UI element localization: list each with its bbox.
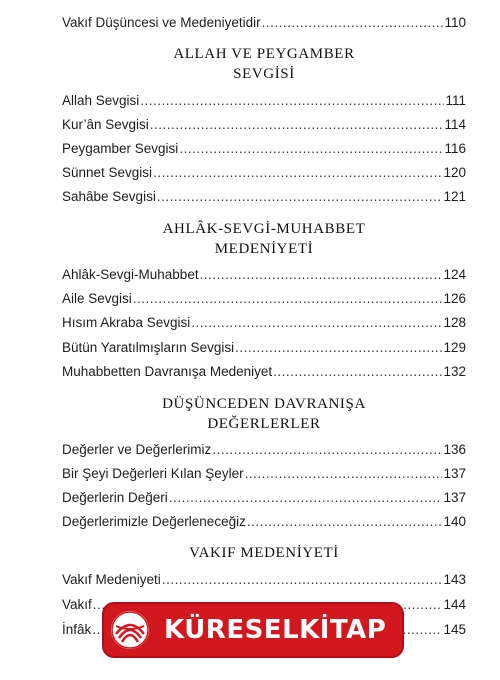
toc-entry-title: Peygamber Sevgisi bbox=[62, 141, 179, 156]
toc-entry-title: Vakıf bbox=[62, 597, 92, 612]
toc-entry bbox=[62, 362, 466, 380]
toc-entry-page: 145 bbox=[443, 622, 466, 637]
section-heading-line: ALLAH VE PEYGAMBER bbox=[173, 46, 355, 62]
toc-entry-page: 136 bbox=[443, 442, 466, 457]
toc-entry-title: Kur’ân Sevgisi bbox=[62, 117, 149, 132]
dot-leader bbox=[262, 15, 444, 31]
toc-entry-page: 114 bbox=[444, 117, 466, 132]
section-heading-line: DÜŞÜNCEDEN DAVRANIŞA bbox=[162, 396, 366, 412]
toc-entry-title: Vakıf Medeniyeti bbox=[62, 572, 161, 587]
dot-leader bbox=[153, 165, 442, 181]
toc-entry-page: 137 bbox=[443, 490, 466, 505]
toc-entry bbox=[62, 163, 466, 181]
globe-logo-icon bbox=[110, 610, 150, 650]
toc-entry-page: 129 bbox=[443, 340, 466, 355]
section-heading bbox=[62, 394, 466, 434]
dot-leader bbox=[191, 315, 442, 331]
toc-entry-page: 116 bbox=[444, 141, 466, 156]
dot-leader bbox=[247, 514, 443, 530]
toc-entry bbox=[62, 265, 466, 283]
toc-entry-page: 120 bbox=[443, 165, 466, 180]
toc-entry-page: 144 bbox=[443, 597, 466, 612]
toc-entry bbox=[62, 338, 466, 356]
dot-leader bbox=[169, 490, 443, 506]
toc-entry-page: 126 bbox=[443, 291, 466, 306]
toc-entry-title: Değerlerin Değeri bbox=[62, 490, 168, 505]
brand-watermark-badge bbox=[104, 604, 402, 656]
section-heading bbox=[62, 44, 466, 84]
section-heading-line: DEĞERLERLER bbox=[207, 416, 321, 432]
dot-leader bbox=[200, 267, 443, 283]
toc-entry bbox=[62, 187, 466, 205]
toc-entry-page: 121 bbox=[443, 189, 466, 204]
section-heading bbox=[62, 219, 466, 259]
toc-entry bbox=[62, 13, 466, 31]
dot-leader bbox=[133, 291, 443, 307]
dot-leader bbox=[150, 117, 444, 133]
toc-entry-page: 140 bbox=[443, 514, 466, 529]
toc-entry bbox=[62, 570, 466, 588]
toc-entry-title: Aile Sevgisi bbox=[62, 291, 132, 306]
toc-entry-title: Ahlâk-Sevgi-Muhabbet bbox=[62, 267, 199, 282]
toc-entry-title: Değerler ve Değerlerimiz bbox=[62, 442, 212, 457]
toc-entry-title: Allah Sevgisi bbox=[62, 93, 140, 108]
section-heading bbox=[62, 543, 466, 563]
toc-entry-title: İnfâk bbox=[62, 622, 92, 637]
toc-entry-page: 124 bbox=[443, 267, 466, 282]
brand-name: KÜRESELKİTAP bbox=[164, 615, 387, 645]
toc-entry-title: Muhabbetten Davranışa Medeniyet bbox=[62, 364, 273, 379]
dot-leader bbox=[245, 466, 443, 482]
toc-entry-title: Hısım Akraba Sevgisi bbox=[62, 315, 191, 330]
toc-entry-title: Vakıf Düşüncesi ve Medeniyetidir bbox=[62, 15, 261, 30]
section-heading-line: VAKIF MEDENİYETİ bbox=[189, 545, 339, 561]
section-heading-line: SEVGİSİ bbox=[233, 66, 295, 82]
toc-entry-title: Bütün Yaratılmışların Sevgisi bbox=[62, 340, 235, 355]
dot-leader bbox=[140, 93, 444, 109]
toc-entry-title: Bir Şeyi Değerleri Kılan Şeyler bbox=[62, 466, 244, 481]
toc-entry bbox=[62, 440, 466, 458]
toc-entry bbox=[62, 488, 466, 506]
dot-leader bbox=[162, 572, 443, 588]
toc-entry-page: 110 bbox=[444, 15, 466, 30]
dot-leader bbox=[212, 442, 442, 458]
dot-leader bbox=[157, 189, 443, 205]
toc-entry-page: 132 bbox=[443, 364, 466, 379]
toc-entry bbox=[62, 464, 466, 482]
toc-entry-page: 128 bbox=[443, 315, 466, 330]
toc-entry-page: 143 bbox=[443, 572, 466, 587]
toc-entry bbox=[62, 289, 466, 307]
dot-leader bbox=[273, 364, 442, 380]
toc-entry-title: Sahâbe Sevgisi bbox=[62, 189, 156, 204]
section-heading-line: AHLÂK-SEVGİ-MUHABBET bbox=[162, 221, 366, 237]
toc-entry bbox=[62, 91, 466, 109]
dot-leader bbox=[179, 141, 443, 157]
toc-entry bbox=[62, 115, 466, 133]
toc-entry-page: 137 bbox=[443, 466, 466, 481]
section-heading-line: MEDENİYETİ bbox=[214, 241, 314, 257]
toc-entry-title: Sünnet Sevgisi bbox=[62, 165, 153, 180]
toc-entry-title: Değerlerimizle Değerleneceğiz bbox=[62, 514, 246, 529]
dot-leader bbox=[235, 340, 442, 356]
toc-entry bbox=[62, 313, 466, 331]
toc-entry-page: 111 bbox=[445, 93, 466, 108]
toc-entry bbox=[62, 512, 466, 530]
toc-entry bbox=[62, 139, 466, 157]
